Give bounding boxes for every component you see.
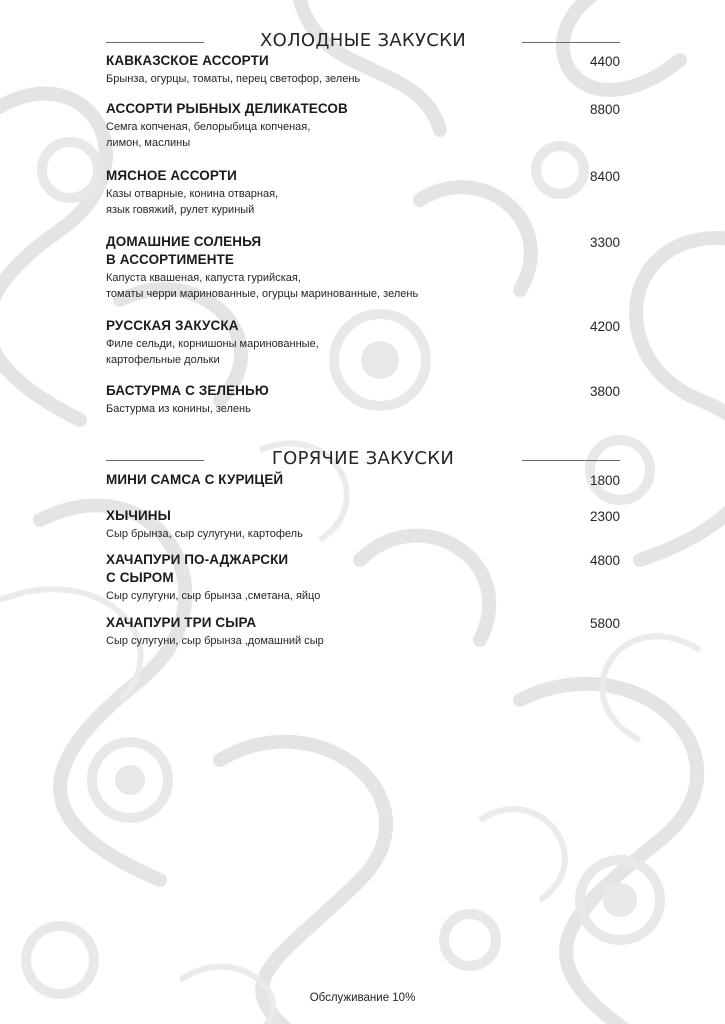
section-header-cold xyxy=(106,30,620,54)
menu-item xyxy=(106,471,620,489)
item-price: 4200 xyxy=(589,319,620,334)
item-description: Капуста квашеная, капуста гурийская, томаты черри маринованные, огурцы маринованные, зелень xyxy=(106,272,419,300)
menu-item xyxy=(106,382,620,417)
item-description: Сыр брынза, сыр сулугуни, картофель xyxy=(106,528,303,540)
item-description: Брынза, огурцы, томаты, перец светофор, зелень xyxy=(106,73,361,85)
item-name: ХАЧАПУРИ ТРИ СЫРА xyxy=(106,615,257,630)
item-price: 3800 xyxy=(589,384,620,399)
item-price: 2300 xyxy=(589,509,620,524)
item-price: 5800 xyxy=(589,616,620,631)
item-name: МЯСНОЕ АССОРТИ xyxy=(106,168,237,183)
item-description: Сыр сулугуни, сыр брынза ,домашний сыр xyxy=(106,635,324,647)
item-price: 8800 xyxy=(589,102,620,117)
item-name: БАСТУРМА С ЗЕЛЕНЬЮ xyxy=(106,383,269,398)
item-description: Филе сельди, корнишоны маринованные, картофельные дольки xyxy=(106,338,319,366)
item-description: Сыр сулугуни, сыр брынза ,сметана, яйцо xyxy=(106,590,321,602)
item-price: 4800 xyxy=(589,553,620,568)
item-price: 4400 xyxy=(589,54,620,69)
section-header-hot xyxy=(106,448,620,472)
header-rule-right xyxy=(522,460,620,461)
item-name: КАВКАЗСКОЕ АССОРТИ xyxy=(106,53,269,68)
menu-item xyxy=(106,317,620,368)
item-description: Бастурма из конины, зелень xyxy=(106,403,251,415)
item-description: Казы отварные, конина отварная, язык говяжий, рулет куриный xyxy=(106,188,279,216)
header-rule-right xyxy=(522,42,620,43)
menu-item xyxy=(106,507,620,542)
menu-item xyxy=(106,233,620,302)
service-charge-note: Обслуживание 10% xyxy=(309,992,416,1004)
menu-item xyxy=(106,614,620,649)
item-name: РУССКАЯ ЗАКУСКА xyxy=(106,318,239,333)
section-title: ХОЛОДНЫЕ ЗАКУСКИ xyxy=(260,30,466,51)
item-name: ХЫЧИНЫ xyxy=(106,508,171,523)
menu-item xyxy=(106,167,620,218)
section-title: ГОРЯЧИЕ ЗАКУСКИ xyxy=(271,448,455,469)
item-description: Семга копченая, белорыбица копченая, лимон, маслины xyxy=(106,121,311,149)
item-name: ДОМАШНИЕ СОЛЕНЬЯ В АССОРТИМЕНТЕ xyxy=(106,234,262,267)
item-price: 3300 xyxy=(589,235,620,250)
item-name: АССОРТИ РЫБНЫХ ДЕЛИКАТЕСОВ xyxy=(106,101,348,116)
menu-item xyxy=(106,100,620,151)
menu-item xyxy=(106,551,620,604)
menu-item xyxy=(106,52,620,87)
item-price: 1800 xyxy=(589,473,620,488)
item-name: МИНИ САМСА С КУРИЦЕЙ xyxy=(106,472,284,487)
item-name: ХАЧАПУРИ ПО-АДЖАРСКИ С СЫРОМ xyxy=(106,552,289,585)
item-price: 8400 xyxy=(589,169,620,184)
